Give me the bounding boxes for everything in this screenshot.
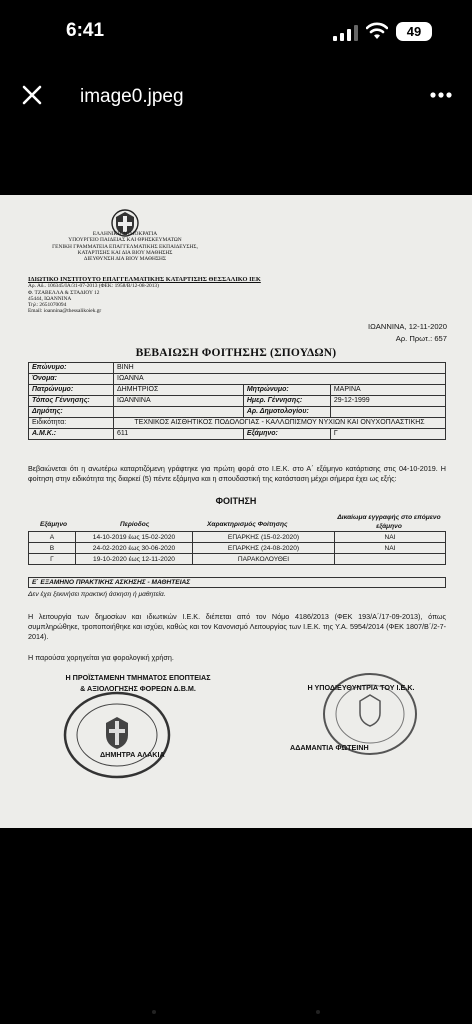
- cell: ΝΑΙ: [335, 532, 446, 543]
- amk-value: 611: [114, 429, 244, 440]
- header-line: ΚΑΤΑΡΤΙΣΗΣ ΚΑΙ ΔΙΑ ΒΙΟΥ ΜΑΘΗΣΗΣ: [77, 249, 173, 256]
- semester-value: Γ: [330, 429, 445, 440]
- file-name: image0.jpeg: [80, 86, 184, 107]
- specialty-value: ΤΕΧΝΙΚΟΣ ΑΙΣΘΗΤΙΚΟΣ ΠΟΔΟΛΟΓΙΑΣ - ΚΑΛΛΩΠΙΣΜΟΥ ΝΥΧΙΩΝ ΚΑΙ ΟΝΥΧΟΠΛΑΣΤΙΚΗΣ: [114, 418, 446, 429]
- signature-title-left-2: & ΑΞΙΟΛΟΓΗΣΗΣ ΦΟΡΕΩΝ Δ.Β.Μ.: [80, 684, 196, 693]
- signature-block-left: [28, 672, 248, 694]
- signature-name-right: ΑΔΑΜΑΝΤΙΑ ΦΩΤΕΙΝΗ: [290, 743, 369, 752]
- cell: Β: [29, 543, 76, 554]
- cell: ΕΠΑΡΚΗΣ (15-02-2020): [193, 532, 335, 543]
- attendance-title: ΦΟΙΤΗΣΗ: [215, 496, 257, 506]
- cell: ΠΑΡΑΚΟΛΟΥΘΕΙ: [193, 554, 335, 565]
- header-line: ΥΠΟΥΡΓΕΙΟ ΠΑΙΔΕΙΑΣ ΚΑΙ ΘΡΗΣΚΕΥΜΑΤΩΝ: [68, 237, 182, 244]
- specialty-label: Ειδικότητα:: [29, 418, 114, 429]
- col-rights-header: Δικαίωμα εγγραφής στο επόμενο εξάμηνο: [337, 514, 441, 530]
- battery-icon: [396, 22, 432, 41]
- more-icon[interactable]: [428, 85, 454, 105]
- attendance-table: [28, 531, 446, 565]
- municipality-label: Δημότης:: [29, 407, 114, 418]
- official-stamp-left: [62, 691, 172, 779]
- col-period-header: Περίοδος: [120, 521, 150, 528]
- father-value: ΔΗΜΗΤΡΙΟΣ: [114, 385, 244, 396]
- mother-value: ΜΑΡΙΝΑ: [330, 385, 445, 396]
- name-value: ΙΩΑΝΝΑ: [114, 374, 446, 385]
- cell: 24-02-2020 έως 30-06-2020: [76, 543, 193, 554]
- place-date: ΙΩΑΝΝΙΝΑ, 12-11-2020: [368, 322, 447, 331]
- semester-label: Εξάμηνο:: [243, 429, 330, 440]
- protocol-number: Αρ. Πρωτ.: 657: [395, 334, 447, 343]
- document-title: ΒΕΒΑΙΩΣΗ ΦΟΙΤΗΣΗΣ (ΣΠΟΥΔΩΝ): [135, 347, 337, 359]
- cell: Α: [29, 532, 76, 543]
- col-status-header: Χαρακτηρισμός Φοίτησης: [207, 521, 288, 528]
- cell: ΝΑΙ: [335, 543, 446, 554]
- cell: 19-10-2020 έως 12-11-2020: [76, 554, 193, 565]
- cell: Γ: [29, 554, 76, 565]
- table-row: [29, 554, 446, 565]
- cell: 14-10-2019 έως 15-02-2020: [76, 532, 193, 543]
- institute-line: Email: ioannina@thessalikoiek.gr: [28, 308, 102, 315]
- institute-name: ΙΔΙΩΤΙΚΟ ΙΝΣΤΙΤΟΥΤΟ ΕΠΑΓΓΕΛΜΑΤΙΚΗΣ ΚΑΤΑΡΤΙΣΗΣ ΘΕΣΣΑΛΙΚΟ ΙΕΚ: [28, 276, 261, 283]
- surname-value: ΒΙΝΗ: [114, 363, 446, 374]
- issuer-lines: [0, 231, 250, 262]
- signature-title-left-1: Η ΠΡΟΪΣΤΑΜΕΝΗ ΤΜΗΜΑΤΟΣ ΕΠΟΠΤΕΙΑΣ: [65, 673, 211, 682]
- institute-line: 45444, ΙΩΑΝΝΙΝΑ: [28, 295, 72, 302]
- col-semester-header: Εξάμηνο: [40, 521, 68, 528]
- institute-line: Φ. ΤΖΑΒΕΛΛΑ & ΣΤΑΔΙΟΥ 12: [28, 289, 100, 296]
- amk-label: Α.Μ.Κ.:: [29, 429, 114, 440]
- signature-title-right: Η ΥΠΟΔΙΕΥΘΥΝΤΡΙΑ ΤΟΥ Ι.Ε.Κ.: [307, 683, 415, 692]
- usage-paragraph: Η παρούσα χορηγείται για φορολογική χρήση.: [28, 653, 174, 662]
- registry-value: [330, 407, 445, 418]
- status-bar: [0, 0, 472, 60]
- student-info-table: [28, 362, 446, 440]
- practice-title: Ε΄ ΕΞΑΜΗΝΟ ΠΡΑΚΤΙΚΗΣ ΑΣΚΗΣΗΣ - ΜΑΘΗΤΕΙΑΣ: [28, 577, 446, 588]
- cell: ΕΠΑΡΚΗΣ (24-08-2020): [193, 543, 335, 554]
- birthdate-value: 29-12-1999: [330, 396, 445, 407]
- practice-note: Δεν έχει ξεκινήσει πρακτική άσκηση ή μαθητεία.: [28, 591, 166, 598]
- birthplace-label: Τόπος Γέννησης:: [29, 396, 114, 407]
- institute-block: [28, 277, 448, 315]
- name-label: Όνομα:: [29, 374, 114, 385]
- institute-line: Αρ. Αδ.. 106345/ΙΑ/31-07-2013 (ΦΕΚ: 1958/Β/12-08-2013): [28, 283, 159, 290]
- mother-label: Μητρώνυμο:: [243, 385, 330, 396]
- close-icon[interactable]: [20, 83, 44, 107]
- table-row: [29, 532, 446, 543]
- signature-name-left: ΔΗΜΗΤΡΑ ΑΛΑΚΙΑ: [100, 750, 165, 759]
- table-row: [29, 543, 446, 554]
- surname-label: Επώνυμο:: [29, 363, 114, 374]
- document-image: [0, 195, 472, 828]
- registry-label: Αρ. Δημοτολογίου:: [243, 407, 330, 418]
- birthplace-value: ΙΩΑΝΝΙΝΑ: [114, 396, 244, 407]
- header-line: ΓΕΝΙΚΗ ΓΡΑΜΜΑΤΕΙΑ ΕΠΑΓΓΕΛΜΑΤΙΚΗΣ ΕΚΠΑΙΔΕΥΣΗΣ,: [52, 243, 198, 250]
- signal-icon: [333, 25, 359, 41]
- father-label: Πατρώνυμο:: [29, 385, 114, 396]
- battery-level: 49: [406, 24, 422, 39]
- cell: [335, 554, 446, 565]
- clock: 6:41: [66, 20, 105, 41]
- wifi-icon: [366, 22, 388, 40]
- header-line: ΕΛΛΗΝΙΚΗ ΔΗΜΟΚΡΑΤΙΑ: [92, 231, 158, 237]
- birthdate-label: Ημερ. Γέννησης:: [243, 396, 330, 407]
- viewer-toolbar: [0, 72, 472, 122]
- gesture-hint: [0, 1006, 472, 1018]
- legal-paragraph: Η λειτουργία των δημοσίων και ιδιωτικών Ι.Ε.Κ. διέπεται από τον Νόμο 4186/2013 (ΦΕΚ 193/Α΄/17-09-2013), όπως συμπληρώθηκε, τροποποιήθηκε και ισχύει, καθώς και τον Κανονισμό Λειτουργίας των Ι.Ε.Κ. της Υ.Α. 5954/2014 (ΦΕΚ 1807/Β΄/2-7-2014).: [28, 612, 446, 641]
- header-line: ΔΙΕΥΘΥΝΣΗ ΔΙΑ ΒΙΟΥ ΜΑΘΗΣΗΣ: [83, 256, 167, 263]
- intro-paragraph: Βεβαιώνεται ότι η ανωτέρω καταρτιζόμενη γράφτηκε για πρώτη φορά στο Ι.Ε.Κ. στο Α΄ εξάμηνο κατάρτισης στις 04-10-2019. Η φοίτηση στην ειδικότητα της διαρκεί (5) πέντε εξάμηνα και η σπουδαστική της κατάσταση μέχρι σήμερα έχει ως εξής:: [28, 464, 446, 483]
- municipality-value: [114, 407, 244, 418]
- institute-line: Τηλ: 2651070094: [28, 302, 67, 309]
